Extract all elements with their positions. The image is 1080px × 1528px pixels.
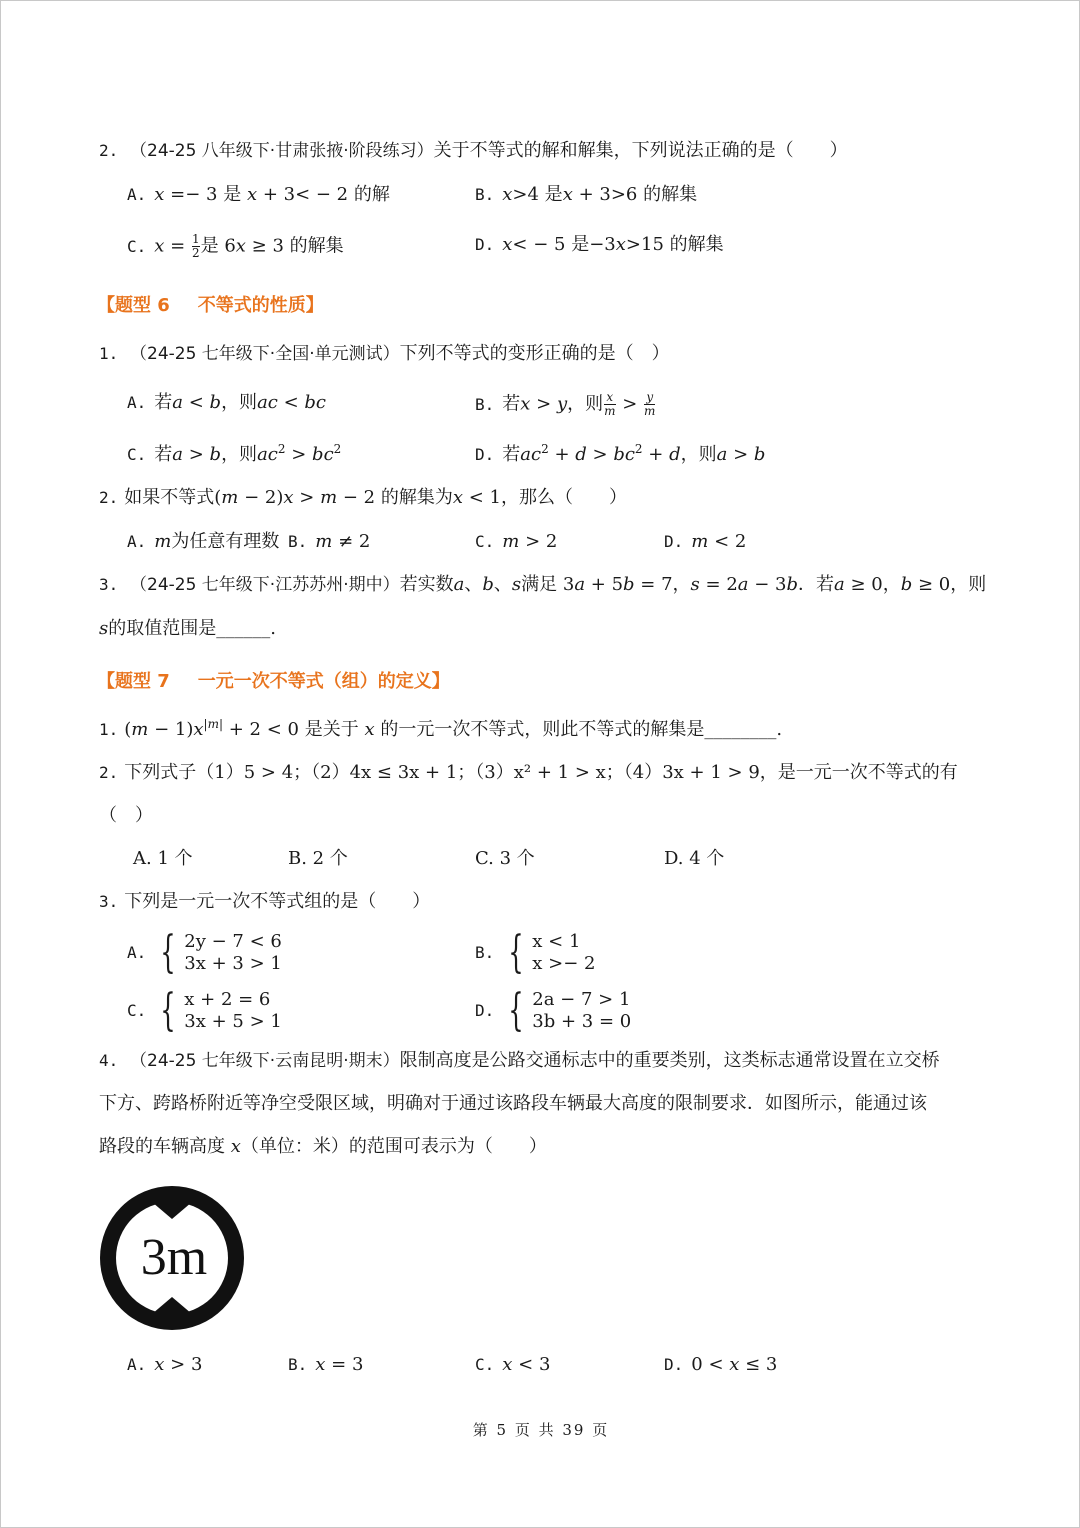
system-row: 3x + 5 > 1 (184, 1011, 282, 1032)
option-text: 的解集 (663, 234, 724, 255)
answer-paren: （ ） (99, 805, 153, 826)
inequality-system: { 2a − 7 > 1 3b + 3 = 0 (508, 985, 632, 1036)
heading-label: 【题型 6 (97, 295, 170, 316)
option-d: D. x< − 5 是−3x>15 的解集 (475, 234, 724, 255)
option-label: A. (127, 185, 147, 204)
option-label: D. (475, 445, 495, 464)
inequality-system: { 2y − 7 < 6 3x + 3 > 1 (160, 927, 282, 978)
question-stem: 下列式子（1）5 > 4；（2）4x ≤ 3x + 1；（3）x² + 1 > x；（4）3x + 1 > 9，是一元一次不等式的有 (124, 762, 958, 783)
question-4-line-3: 路段的车辆高度 x（单位：米）的范围可表示为（ ） (99, 1136, 547, 1157)
heading-label: 【题型 7 (97, 671, 170, 692)
system-row: x >− 2 (532, 953, 596, 974)
question-stem: 下列不等式的变形正确的是（ ） (399, 343, 670, 364)
system-row: 3x + 3 > 1 (184, 953, 282, 974)
option-label: B. (288, 532, 308, 551)
option-label: A. (127, 943, 147, 962)
option-label: C. (475, 532, 495, 551)
option-label: D. (475, 1001, 495, 1020)
option-b: B. m ≠ 2 (288, 531, 371, 552)
option-text: 的解 (348, 184, 390, 205)
question-source: （24-25 七年级下·江苏苏州·期中） (130, 575, 400, 595)
system-row: 2y − 7 < 6 (184, 931, 282, 952)
question-number: 4. (99, 1051, 119, 1070)
option-d: D. 若$ac^2 + d > bc^2 + d$，则a > b (475, 442, 766, 465)
question-source: （24-25 七年级下·云南昆明·期末） (130, 1051, 400, 1071)
inequality-system: { x < 1 x >− 2 (508, 927, 596, 978)
option-c: C. 若a > b，则$ac^2 > bc^2$ (127, 442, 342, 465)
option-label: A. (127, 393, 147, 412)
question-stem: 的一元一次不等式，则此不等式的解集是________. (374, 719, 783, 740)
option-label: D. (664, 532, 684, 551)
question-number: 2. (99, 763, 119, 782)
option-c: C. m > 2 (475, 531, 558, 552)
question-stem: 限制高度是公路交通标志中的重要类别，这类标志通常设置在立交桥 (399, 1050, 940, 1071)
option-c (127, 985, 282, 1036)
section-heading-7 (97, 667, 450, 693)
question-stem: 路段的车辆高度 (99, 1136, 231, 1157)
section-heading-6 (97, 291, 324, 317)
system-row: x < 1 (532, 931, 581, 952)
question-1: 1. $(m - 1)x^{|m|} + 2 < 0$ 是关于 x 的一元一次不等式，则此不等式的解集是________. (99, 717, 783, 740)
option-c: C. x = $\frac{1}{2}$ 是 6x ≥ 3 的解集 (127, 232, 344, 260)
question-3: 3. （24-25 七年级下·江苏苏州·期中）若实数a、b、s满足 3a + 5b = 7，s = 2a − 3b．若a ≥ 0，b ≥ 0，则 (99, 574, 987, 595)
option-b: B. x = 3 (288, 1354, 364, 1375)
option-text: 的解集 (283, 235, 344, 257)
option-b: B. 2 个 (288, 848, 348, 869)
heading-title: 不等式的性质】 (197, 295, 324, 316)
page-footer: 第 5 页 共 39 页 (472, 1421, 610, 1439)
question-stem: （单位：米）的范围可表示为（ ） (240, 1136, 547, 1157)
question-3-cont: s的取值范围是______. (99, 618, 276, 639)
option-label: A. (127, 532, 147, 551)
option-c: C. x < 3 (475, 1354, 551, 1375)
question-stem: 的取值范围是______. (108, 618, 276, 639)
question-1 (99, 342, 670, 366)
option-a: A. x > 3 (127, 1354, 203, 1375)
option-b: B. 若x > y，则 $\frac{x}{m}$ > $\frac{y}{m}$ (475, 390, 656, 418)
question-4-line-2: 下方、跨路桥附近等净空受限区域，明确对于通过该路段车辆最大高度的限制要求．如图所示，能通过该 (99, 1093, 927, 1114)
question-source: （24-25 八年级下·甘肃张掖·阶段练习） (130, 141, 434, 161)
option-label: C. (127, 1001, 147, 1020)
inequality-system: { x + 2 = 6 3x + 5 > 1 (160, 985, 282, 1036)
option-b: B. x>4 是x + 3>6 的解集 (475, 184, 698, 205)
question-4 (99, 1049, 940, 1073)
option-b (475, 927, 596, 978)
option-a: A. 1 个 (133, 848, 193, 869)
question-number: 1. (99, 344, 119, 363)
question-stem: 关于不等式的解和解集，下列说法正确的是（ ） (433, 140, 848, 161)
system-row: 3b + 3 = 0 (532, 1011, 632, 1032)
option-label: C. (475, 1355, 495, 1374)
sign-text: 3m (140, 1229, 208, 1286)
option-label: C. (127, 236, 147, 256)
question-number: 1. (99, 720, 119, 739)
question-number: 2. (99, 488, 119, 507)
heading-title: 一元一次不等式（组）的定义】 (197, 671, 450, 692)
question-source: （24-25 七年级下·全国·单元测试） (130, 344, 400, 364)
option-d: D. 4 个 (664, 848, 725, 869)
question-stem: 若实数 (399, 574, 454, 595)
option-text: 是 (217, 184, 247, 205)
question-2: 2. 如果不等式(m − 2)x > m − 2 的解集为x < 1，那么（ ） (99, 487, 627, 508)
option-label: C. (127, 445, 147, 464)
option-a: A. x =− 3 是 x + 3< − 2 的解 (127, 184, 390, 205)
question-number: 2. (99, 141, 119, 160)
height-limit-sign-icon (97, 1183, 247, 1333)
question-2-paren (99, 804, 153, 828)
option-label: D. (475, 235, 495, 254)
question-number: 3. (99, 575, 119, 594)
option-label: D. (664, 1355, 684, 1374)
option-label: B. (288, 1355, 308, 1374)
system-row: 2a − 7 > 1 (532, 989, 631, 1010)
option-label: B. (475, 185, 495, 204)
option-text: 的解集 (637, 184, 698, 205)
question-stem: 如果不等式 (124, 487, 215, 508)
option-a (127, 927, 282, 978)
option-c: C. 3 个 (475, 848, 535, 869)
option-a: A. 若a < b，则ac < bc (127, 392, 327, 413)
option-label: B. (475, 943, 495, 962)
system-row: x + 2 = 6 (184, 989, 271, 1010)
option-a: A. m为任意有理数 (127, 531, 280, 552)
question-stem: 的解集为 (375, 487, 453, 508)
option-label: A. (127, 1355, 147, 1374)
question-stem: 下列是一元一次不等式组的是（ ） (124, 891, 431, 912)
question-number: 3. (99, 892, 119, 911)
option-d (475, 985, 632, 1036)
option-d: D. 0 < x ≤ 3 (664, 1354, 778, 1375)
question-3 (99, 890, 430, 914)
question-stem: ，那么（ ） (501, 487, 627, 508)
question-2 (99, 761, 958, 785)
question-stem: 是关于 (298, 719, 365, 740)
option-label: B. (475, 394, 495, 414)
question-2 (99, 139, 848, 163)
option-text: 为任意有理数 (171, 531, 280, 552)
option-d: D. m < 2 (664, 531, 747, 552)
